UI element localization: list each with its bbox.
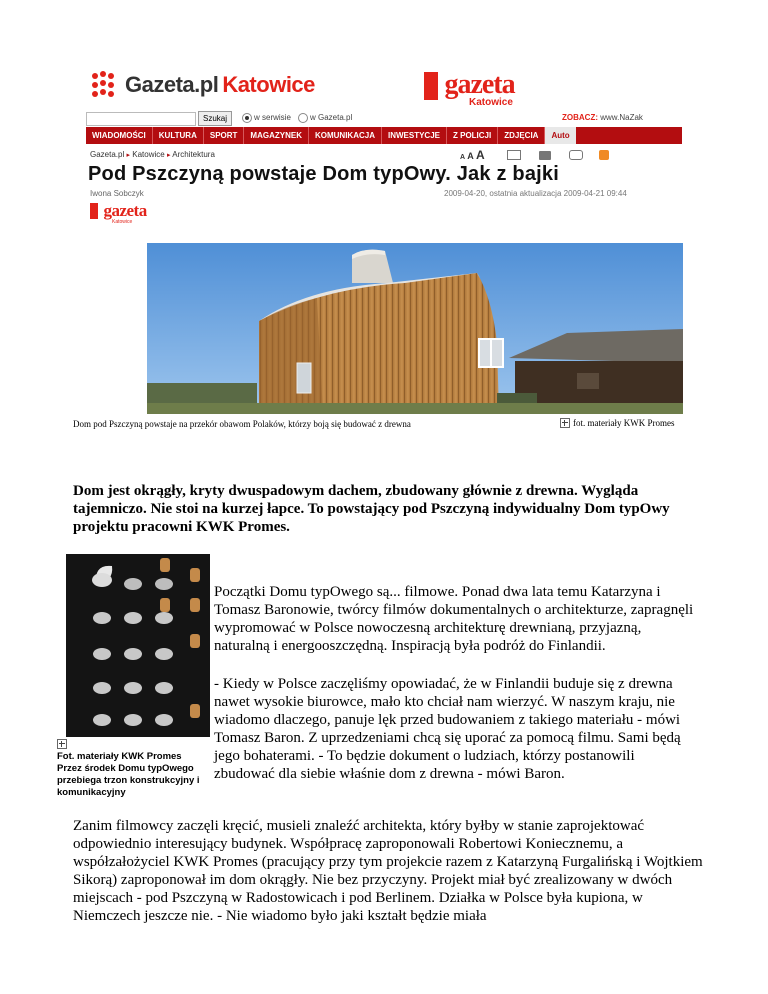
breadcrumb-gazeta[interactable]: Gazeta.pl bbox=[90, 150, 125, 159]
main-photo-wooden-house[interactable] bbox=[147, 243, 683, 414]
nav-item-auto[interactable]: Auto bbox=[545, 127, 575, 144]
search-input[interactable] bbox=[86, 112, 196, 126]
nav-item-magazynek[interactable]: MAGAZYNEK bbox=[244, 127, 309, 144]
zobacz-link: www.NaZak bbox=[600, 113, 643, 122]
nav-item-inwestycje[interactable]: INWESTYCJE bbox=[382, 127, 447, 144]
font-small-button[interactable]: A bbox=[460, 154, 466, 161]
nav-item-z-policji[interactable]: Z POLICJI bbox=[447, 127, 498, 144]
radio-in-service-label: w serwisie bbox=[254, 113, 291, 122]
article-paragraph-3: Zanim filmowcy zaczęli kręcić, musieli znaleźć architekta, który byłby w stanie zaprojektować odpowiednio interesujący budynek. Współpracę zaproponowali Robertowi Koniecznemu, a współzałożyciel KWK Promes (pracujący przy tym projekcie razem z Katarzyną Furgalińską i Wojtkiem Sikorą) zaproponował im dom okrągły. Nie bez przyczyny. Projekt miał być zrealizowany w dwóch miejscach - pod Pszczyną w Radostowicach i pod Berlinem. Działka w Polsce była kupiona, w Niemczech jeszcze nie. - Nie wiadomo było jaki kształt będzie miała bbox=[73, 818, 703, 924]
font-medium-button[interactable]: A bbox=[467, 151, 474, 161]
side-photo-caption bbox=[57, 739, 217, 799]
nav-item-zdjecia[interactable]: ZDJĘCIA bbox=[498, 127, 545, 144]
gazeta-katowice-paper-logo[interactable] bbox=[424, 69, 515, 108]
nav-item-wiadomosci[interactable]: WIADOMOŚCI bbox=[86, 127, 153, 144]
search-button[interactable]: Szukaj bbox=[198, 111, 232, 126]
rss-icon[interactable] bbox=[599, 150, 609, 160]
breadcrumb-katowice[interactable]: Katowice bbox=[132, 150, 165, 159]
gazeta-pl-katowice-logo[interactable] bbox=[92, 70, 315, 100]
logo-dots-icon bbox=[92, 71, 122, 99]
paper-logo-word: gazeta bbox=[444, 69, 515, 100]
photo-credit-text: fot. materiały KWK Promes bbox=[573, 418, 675, 428]
nav-item-kultura[interactable]: KULTURA bbox=[153, 127, 204, 144]
paper-logo-sub: Katowice bbox=[469, 97, 513, 108]
article-lead: Dom jest okrągły, kryty dwuspadowym dachem, zbudowany głównie z drewna. Wygląda tajemniczo. Nie stoi na kurzej łapce. To powstający pod Pszczyną indywidualny Dom typOwy projektu pracowni KWK Promes. bbox=[73, 483, 670, 535]
enlarge-plus-icon[interactable] bbox=[560, 418, 570, 428]
side-photo-credit: Fot. materiały KWK Promes bbox=[57, 751, 182, 762]
breadcrumb-arrow-icon: ▸ bbox=[126, 152, 130, 159]
search-bar bbox=[86, 111, 682, 127]
article-headline: Pod Pszczyną powstaje Dom typOwy. Jak z bajki bbox=[88, 163, 559, 185]
source-logo-word: gazeta bbox=[103, 201, 147, 220]
zobacz-promo[interactable] bbox=[562, 113, 643, 122]
article-dateline: 2009-04-20, ostatnia aktualizacja 2009-04-21 09:44 bbox=[444, 189, 627, 198]
source-logo-sub: Katowice bbox=[112, 219, 133, 225]
comment-icon[interactable] bbox=[569, 150, 583, 160]
zobacz-label: ZOBACZ: bbox=[562, 113, 598, 122]
print-icon[interactable] bbox=[539, 151, 551, 160]
source-gazeta-logo bbox=[90, 201, 147, 225]
breadcrumb-arrow-icon: ▸ bbox=[166, 152, 171, 159]
article-author: Iwona Sobczyk bbox=[90, 189, 144, 198]
font-large-button[interactable]: A bbox=[476, 148, 485, 162]
nav-item-komunikacja[interactable]: KOMUNIKACJA bbox=[309, 127, 382, 144]
email-icon[interactable] bbox=[507, 150, 521, 160]
article-tools bbox=[460, 148, 609, 162]
logo-text-katowice: Katowice bbox=[222, 72, 315, 97]
article-paragraph-1: Początki Domu typOwego są... filmowe. Ponad dwa lata temu Katarzyna i Tomasz Baronowie, twórcy filmów dokumentalnych o architekturze, zapragnęli wypromować w Polsce nowoczesną architekturę drewnianą, przyjazną, naturalną i energooszczędną. Inspiracją była podróż do Finlandii. bbox=[214, 584, 694, 654]
logo-block-icon bbox=[424, 72, 438, 100]
enlarge-plus-icon[interactable] bbox=[57, 739, 67, 749]
nav-item-sport[interactable]: SPORT bbox=[204, 127, 245, 144]
main-nav bbox=[86, 127, 682, 144]
side-photo-caption-text: Przez środek Domu typOwego przebiega trzon konstrukcyjny i komunikacyjny bbox=[57, 763, 200, 798]
breadcrumb bbox=[90, 150, 215, 159]
article-paragraph-2: - Kiedy w Polsce zaczęliśmy opowiadać, że w Finlandii buduje się z drewna nawet wysokie biurowce, mało kto chciał nam wierzyć. W naszym kraju, nie wiadomo dlaczego, panuje lęk przed budowaniem z takiego materiału - mówi Tomasz Baron. Z uprzedzeniami chcą się uporać za pomocą filmu. Sami będą jego bohaterami. - To będzie dokument o ludziach, którzy postanowili zbudować dla siebie właśnie dom z drewna - mówi Baron. bbox=[214, 676, 681, 782]
radio-gazeta-pl[interactable] bbox=[298, 113, 308, 123]
side-photo-model-slices[interactable] bbox=[66, 554, 210, 737]
radio-in-service[interactable] bbox=[242, 113, 252, 123]
font-size-controls bbox=[460, 148, 485, 162]
breadcrumb-architektura[interactable]: Architektura bbox=[172, 150, 215, 159]
photo-caption: Dom pod Pszczyną powstaje na przekór obawom Polaków, którzy boją się budować z drewna bbox=[73, 419, 411, 429]
photo-credit[interactable] bbox=[560, 418, 674, 428]
logo-block-icon bbox=[90, 203, 98, 219]
logo-text-gazeta: Gazeta.pl bbox=[125, 72, 219, 97]
radio-gazeta-pl-label: w Gazeta.pl bbox=[310, 113, 353, 122]
